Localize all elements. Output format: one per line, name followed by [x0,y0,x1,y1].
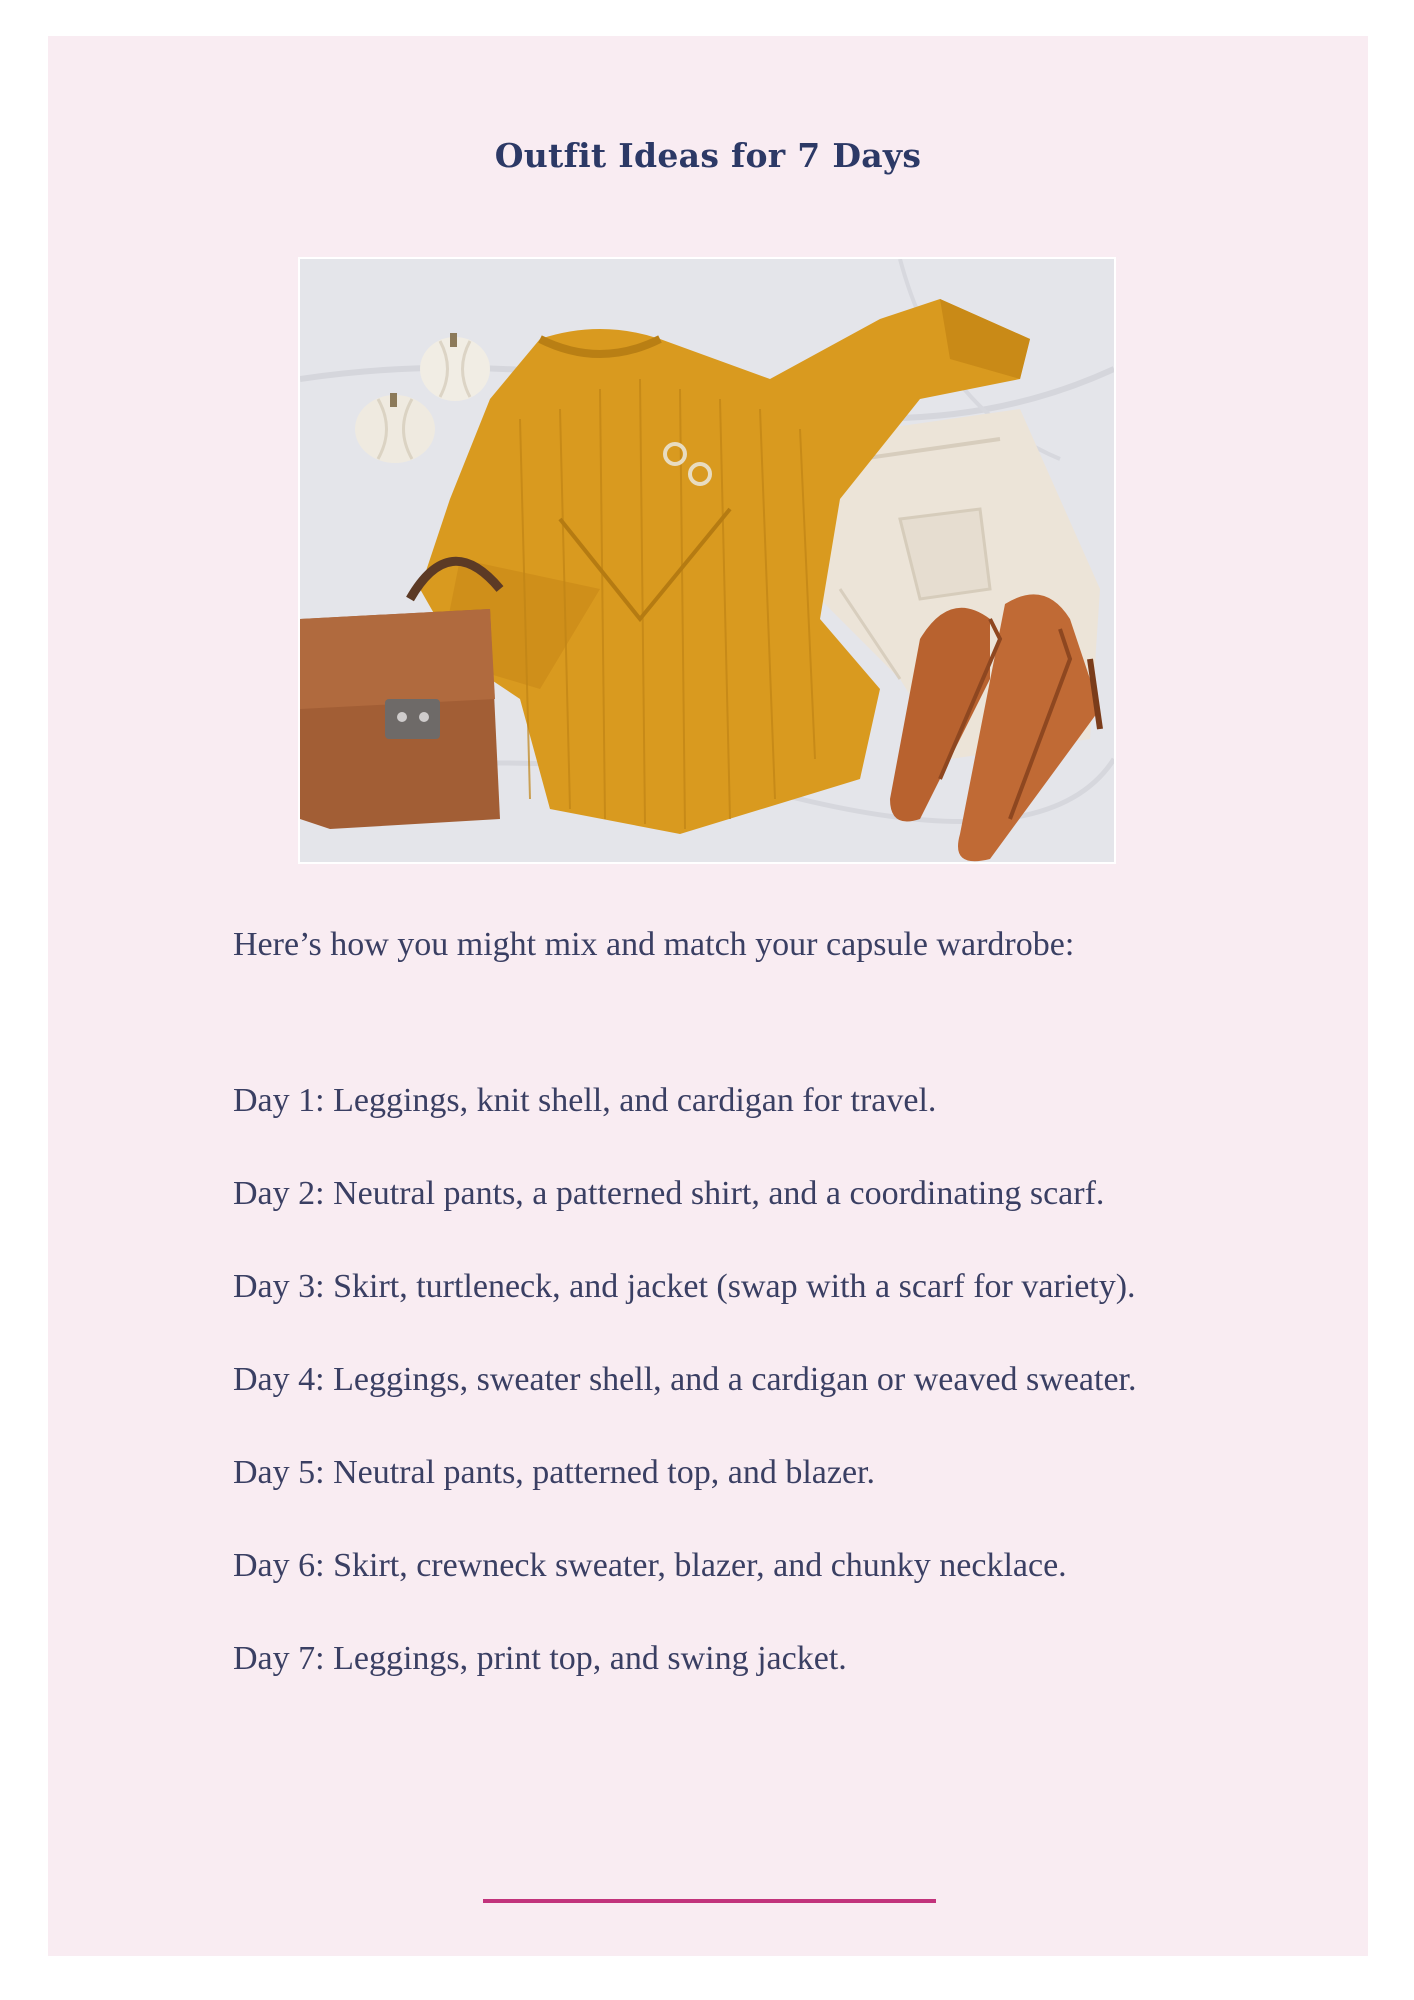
page-title: Outfit Ideas for 7 Days [494,136,922,175]
intro-text: Here’s how you might mix and match your capsule wardrobe: [233,926,1075,963]
page [48,36,1368,1956]
list-item-day-5: Day 5: Neutral pants, patterned top, and blazer. [233,1454,875,1491]
list-item-day-4: Day 4: Leggings, sweater shell, and a cardigan or weaved sweater. [233,1361,1137,1398]
list-item-day-1: Day 1: Leggings, knit shell, and cardigan for travel. [233,1082,937,1119]
list-item-day-6: Day 6: Skirt, crewneck sweater, blazer, and chunky necklace. [233,1547,1067,1584]
outfit-flatlay-photo [298,257,1116,864]
list-item-day-7: Day 7: Leggings, print top, and swing jacket. [233,1640,847,1677]
day-list [233,1081,1137,1732]
list-item-day-2: Day 2: Neutral pants, a patterned shirt, and a coordinating scarf. [233,1175,1105,1212]
footer-divider [483,1899,936,1903]
list-item-day-3: Day 3: Skirt, turtleneck, and jacket (swap with a scarf for variety). [233,1268,1136,1305]
